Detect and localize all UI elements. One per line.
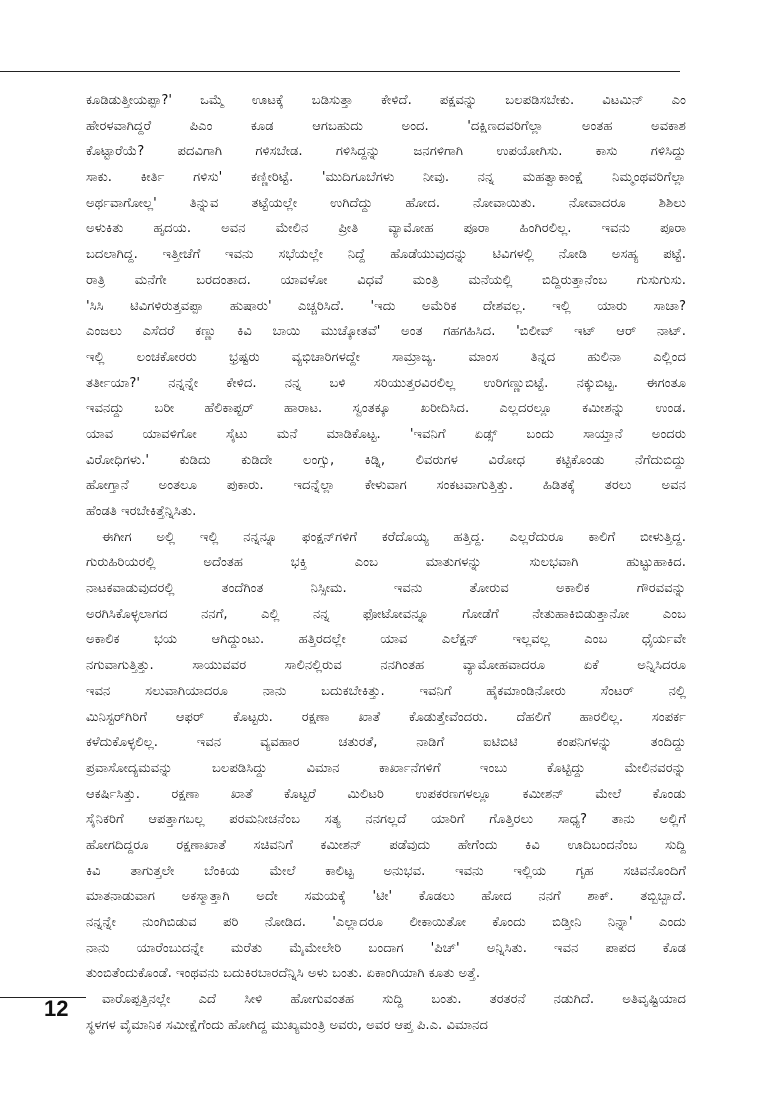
text-line: ಅರಗಿಸಿಕೊಳ್ಳಲಾಗದ ನನಗೆ, ಎಲ್ಲಿ ನನ್ನ ಫೋಟೋವನ್ನೂ ಗೋಡೆಗೆ ನೇತುಹಾಕಿಬಿಡುತ್ತಾನೋ ಎಂಬ [86, 606, 686, 622]
text-line: ಎಂಜಲು ಎಸೆದರೆ ಕಣ್ಣು ಕಿವಿ ಬಾಯಿ ಮುಚ್ಕೋತವೆ' ಅಂತ ಗಹಗಹಿಸಿದ. 'ಬಿಲೀವ್ ಇಟ್ ಆರ್ ನಾಟ್. [86, 324, 686, 340]
page-number: 12 [44, 996, 69, 1021]
text-line: ಬದಲಾಗಿದ್ದ. ಇತ್ತೀಚೆಗೆ ಇವನು ಸಭೆಯಲ್ಲೇ ನಿದ್ದೆ ಹೊಡೆಯುವುದನ್ನು ಟಿವಿಗಳಲ್ಲಿ ನೋಡಿ ಅಸಹ್ಯ ಪಟ್ಟೆ. [86, 247, 686, 263]
text-line: ಯಾವ ಯಾವಳಿಗೋ ಸೈಟು ಮನೆ ಮಾಡಿಕೊಟ್ಟ. 'ಇವನಿಗೆ ಏಡ್ಸ್ ಬಂದು ಸಾಯ್ತಾನೆ ಅಂದರು [86, 426, 686, 442]
text-line: ವಾರೊಪ್ಪತ್ತಿನಲ್ಲೇ ಎದೆ ಸೀಳಿ ಹೋಗುವಂತಹ ಸುದ್ದಿ ಬಂತು. ತರತರನೆ ನಡುಗಿದೆ. ಅತಿವೃಷ್ಟಿಯಾದ [102, 992, 686, 1008]
text-line: ಗುರುಹಿರಿಯರಲ್ಲಿ ಅದೆಂತಹ ಭಕ್ತಿ ಎಂಬ ಮಾತುಗಳನ್ನು ಸುಲಭವಾಗಿ ಹುಟ್ಟುಹಾಕಿದ. [86, 555, 686, 571]
text-line: 'ಸಿಸಿ ಟಿವಿಗಳಿರುತ್ತವಪ್ಪಾ ಹುಷಾರು' ಎಚ್ಚರಿಸಿದೆ. 'ಇದು ಅಮೆರಿಕ ದೇಶವಲ್ಲ. ಇಲ್ಲಿ ಯಾರು ಸಾಚಾ? [86, 298, 686, 314]
text-line: ನಗುವಾಗುತ್ತಿತ್ತು. ಸಾಯುವವರ ಸಾಲಿನಲ್ಲಿರುವ ನನಗಿಂತಹ ವ್ಯಾಮೋಹವಾದರೂ ಏಕೆ ಅನ್ನಿಸಿದರೂ [86, 658, 686, 674]
text-line: ಇಲ್ಲಿ ಲಂಚಕೋರರು ಭ್ರಷ್ಟರು ವ್ಯಭಿಚಾರಿಗಳದ್ದೇ ಸಾಮ್ರಾಜ್ಯ. ಮಾಂಸ ತಿನ್ನದ ಹುಲಿನಾ ಎಲ್ಲಿಂದ [86, 349, 686, 365]
text-line: ಸಾಕು. ಕೀರ್ತಿ ಗಳಿಸು' ಕಣ್ಣೀರಿಟ್ಟೆ. 'ಮುದಿಗೂಬೆಗಳು ನೀವು. ನನ್ನ ಮಹತ್ವಾಕಾಂಕ್ಷೆ ನಿಮ್ಮಂಥವರಿಗೆಲ್ಲಾ [86, 170, 686, 186]
text-line: ಕೂಡಿಡುತ್ತೀಯಪ್ಪಾ?' ಒಮ್ಮೆ ಊಟಕ್ಕೆ ಬಡಿಸುತ್ತಾ ಕೇಳಿದೆ. ಪಕ್ಷವನ್ನು ಬಲಪಡಿಸಬೇಕು. ವಿಟಮಿನ್ ಎಂ [86, 93, 686, 108]
text-line: ಅರ್ಥವಾಗೋಲ್ಲ' ತಿನ್ನುವ ತಟ್ಟೆಯಲ್ಲೇ ಉಗಿದೆದ್ದು ಹೋದ. ನೋವಾಯಿತು. ನೋವಾದರೂ ಶಿಶಿಲು [86, 195, 686, 211]
text-line: ಸ್ಥಳಗಳ ವೈಮಾನಿಕ ಸಮೀಕ್ಷೆಗೆಂದು ಹೋಗಿದ್ದ ಮುಖ್ಯಮಂತ್ರಿ ಅವರು, ಅವರ ಆಪ್ತ ಪಿ.ಎ. ವಿಮಾನದ [86, 1017, 488, 1033]
text-line: ತುಂಬಿತೆಂದುಕೊಂಡೆ. ಇಂಥವನು ಬದುಕಿರಬಾರದೆನ್ನಿಸಿ ಅಳು ಬಂತು. ಏಕಾಂಗಿಯಾಗಿ ಕೂತು ಅತ್ತೆ. [86, 966, 481, 982]
text-line: ನನ್ನನ್ನೇ ನುಂಗಿಬಿಡುವ ಪರಿ ನೋಡಿದ. 'ಎಲ್ಲಾದರೂ ಲೀಕಾಯಿತೋ ಕೊಂದು ಬಿಡ್ತೀನಿ ನಿನ್ನಾ' ಎಂದು [86, 915, 686, 930]
bottom-rule [0, 997, 86, 998]
text-line: ವಿರೋಧಿಗಳು.' ಕುಡಿದು ಕುಡಿದೇ ಲಂಗ್ಸು, ಕಿಡ್ನಿ, ಲಿವರುಗಳ ವಿರೋಧ ಕಟ್ಟಿಕೊಂಡು ನೆಗೆದುಬಿದ್ದು [86, 452, 686, 468]
text-line: ಕೊಟ್ಟಾರೆಯೆ? ಪದವಿಗಾಗಿ ಗಳಿಸಬೇಡ. ಗಳಿಸಿದ್ದನ್ನು ಜನಗಳಿಗಾಗಿ ಉಪಯೋಗಿಸು. ಕಾಸು ಗಳಿಸಿದ್ದು [86, 144, 686, 160]
paragraph [86, 88, 686, 525]
text-line: ನಾನು ಯಾರೆಂಬುದನ್ನೇ ಮರೆತು ಮೈಮೇಲೇರಿ ಬಂದಾಗ 'ಪಿಚ್' ಅನ್ನಿಸಿತು. ಇವನ ಪಾಪದ ಕೊಡ [86, 940, 686, 956]
text-line: ಕಿವಿ ತಾಗುತ್ತಲೇ ಬೆಂಕಿಯ ಮೇಲೆ ಕಾಲಿಟ್ಟ ಅನುಭವ. ಇವನು ಇಲ್ಲಿಯ ಗೃಹ ಸಚಿವನೊಂದಿಗೆ [86, 863, 686, 879]
page-body [86, 88, 686, 1038]
text-line: ಇವನದ್ದು ಬರೀ ಹೆಲಿಕಾಪ್ಟರ್ ಹಾರಾಟ. ಸ್ವಂತಕ್ಕೂ ಖರೀದಿಸಿದ. ಎಲ್ಲದರಲ್ಲೂ ಕಮೀಶನ್ನು ಉಂಡ. [86, 401, 686, 417]
text-line: ಮಿನಿಸ್ಟರ್‌ಗಿರಿಗೆ ಆಫರ್ ಕೊಟ್ಟರು. ರಕ್ಷಣಾ ಖಾತೆ ಕೊಡುತ್ತೇವೆಂದರು. ದೆಹಲಿಗೆ ಹಾರಲಿಲ್ಲ. ಸಂಪರ್ಕ [86, 709, 686, 725]
text-line: ಹೋಗದಿದ್ದರೂ ರಕ್ಷಣಾಖಾತೆ ಸಚಿವನಿಗೆ ಕಮೀಶನ್ ಪಡೆವುದು ಹೇಗೆಂದು ಕಿವಿ ಊದಿಬಂದನೆಂಬ ಸುದ್ದಿ [86, 837, 686, 853]
text-line: ಈಗೀಗ ಅಲ್ಲಿ ಇಲ್ಲಿ ನನ್ನನ್ನೂ ಫಂಕ್ಷನ್‌ಗಳಿಗೆ ಕರೆದೊಯ್ಯ ಹತ್ತಿದ್ದ. ಎಲ್ಲರೆದುರೂ ಕಾಲಿಗೆ ಬೀಳುತ್ತಿದ್ದ. [102, 529, 686, 545]
top-rule [0, 71, 680, 72]
text-line: ನಾಟಕವಾಡುವುದರಲ್ಲಿ ತಂದೆಗಿಂತ ನಿಸ್ಸೀಮ. ಇವನು ತೋರುವ ಅಕಾಲಿಕ ಗೌರವವನ್ನು [86, 581, 686, 597]
text-line: ಅಳುಕಿತು ಹೃದಯ. ಅವನ ಮೇಲಿನ ಪ್ರೀತಿ ವ್ಯಾಮೋಹ ಪೂರಾ ಹಿಂಗಿರಲಿಲ್ಲ. ಇವನು ಪೂರಾ [86, 221, 686, 237]
paragraph [86, 525, 686, 987]
text-line: ಪ್ರವಾಸೋದ್ಯಮವನ್ನು ಬಲಪಡಿಸಿದ್ದು ವಿಮಾನ ಕಾರ್ಖಾನೆಗಳಿಗೆ ಇಂಬು ಕೊಟ್ಟಿದ್ದು ಮೇಲಿನವರನ್ನು [86, 760, 686, 776]
text-line: ಮಾತನಾಡುವಾಗ ಅಕಸ್ಮಾತ್ತಾಗಿ ಅದೇ ಸಮಯಕ್ಕೆ 'ಟೀ' ಕೊಡಲು ಹೋದ ನನಗೆ ಶಾಕ್. ತಬ್ಬಿಬ್ಬಾದೆ. [86, 889, 686, 905]
text-line: ಹೋಗ್ತಾನೆ ಅಂತಲೂ ಪುಕಾರು. ಇದನ್ನೆಲ್ಲಾ ಕೇಳುವಾಗ ಸಂಕಟವಾಗುತ್ತಿತ್ತು. ಹಿಡಿತಕ್ಕೆ ತರಲು ಅವನ [86, 478, 686, 494]
text-line: ತರ್ತೀಯಾ?' ನನ್ನನ್ನೇ ಕೇಳಿದ. ನನ್ನ ಬಳಿ ಸರಿಯುತ್ತರವಿರಲಿಲ್ಲ ಉರಿಗಣ್ಣುಬಿಟ್ಟೆ. ನಕ್ಕುಬಿಟ್ಟ. ಈಗಂತೂ [86, 375, 686, 391]
text-line: ಹೇರಳವಾಗಿದ್ದರೆ ಪಿಎಂ ಕೂಡ ಆಗಬಹುದು ಅಂದ. 'ದಕ್ಷಿಣದವರಿಗೆಲ್ಲಾ ಅಂತಹ ಅವಕಾಶ [86, 118, 686, 134]
text-line: ಅಕಾಲಿಕ ಭಯ ಆಗಿದ್ದುಂಟು. ಹತ್ತಿರದಲ್ಲೇ ಯಾವ ಎಲೆಕ್ಷನ್ ಇಲ್ಲವಲ್ಲ ಎಂಬ ಧೈರ್ಯವೇ [86, 632, 686, 648]
text-line: ರಾತ್ರಿ ಮನೆಗೇ ಬರದಂತಾದ. ಯಾವಳೋ ವಿಧವೆ ಮಂತ್ರಿ ಮನೆಯಲ್ಲಿ ಬಿದ್ದಿರುತ್ತಾನೆಂಬ ಗುಸುಗುಸು. [86, 272, 686, 288]
text-line: ಆಕರ್ಷಿಸಿತ್ತು. ರಕ್ಷಣಾ ಖಾತೆ ಕೊಟ್ಟರೆ ಮಿಲಿಟರಿ ಉಪಕರಣಗಳಲ್ಲೂ ಕಮೀಶನ್ ಮೇಲೆ ಕೊಂಡು [86, 786, 686, 802]
text-line: ಹೆಂಡತಿ ಇರಬೇಕಿತ್ತೆನ್ನಿಸಿತು. [86, 504, 197, 519]
text-line: ಸೈನಿಕರಿಗೆ ಆಪತ್ತಾಗಬಲ್ಲ ಪರಮನೀಚನೆಂಬ ಸತ್ಯ ನನಗಲ್ಲದೆ ಯಾರಿಗೆ ಗೊತ್ತಿರಲು ಸಾಧ್ಯ? ತಾನು ಅಲ್ಲಿಗೆ [86, 812, 686, 828]
text-line: ಇವನ ಸಲುವಾಗಿಯಾದರೂ ನಾನು ಬದುಕಬೇಕಿತ್ತು. ಇವನಿಗೆ ಹೈಕಮಾಂಡಿನೋರು ಸೆಂಟರ್ ನಲ್ಲಿ [86, 683, 686, 699]
paragraph [86, 987, 686, 1038]
text-line: ಕಳೆದುಕೊಳ್ಳಲಿಲ್ಲ. ಇವನ ವ್ಯವಹಾರ ಚತುರತೆ, ನಾಡಿಗೆ ಐಟಿಬಿಟಿ ಕಂಪನಿಗಳನ್ನು ತಂದಿದ್ದು [86, 735, 686, 751]
